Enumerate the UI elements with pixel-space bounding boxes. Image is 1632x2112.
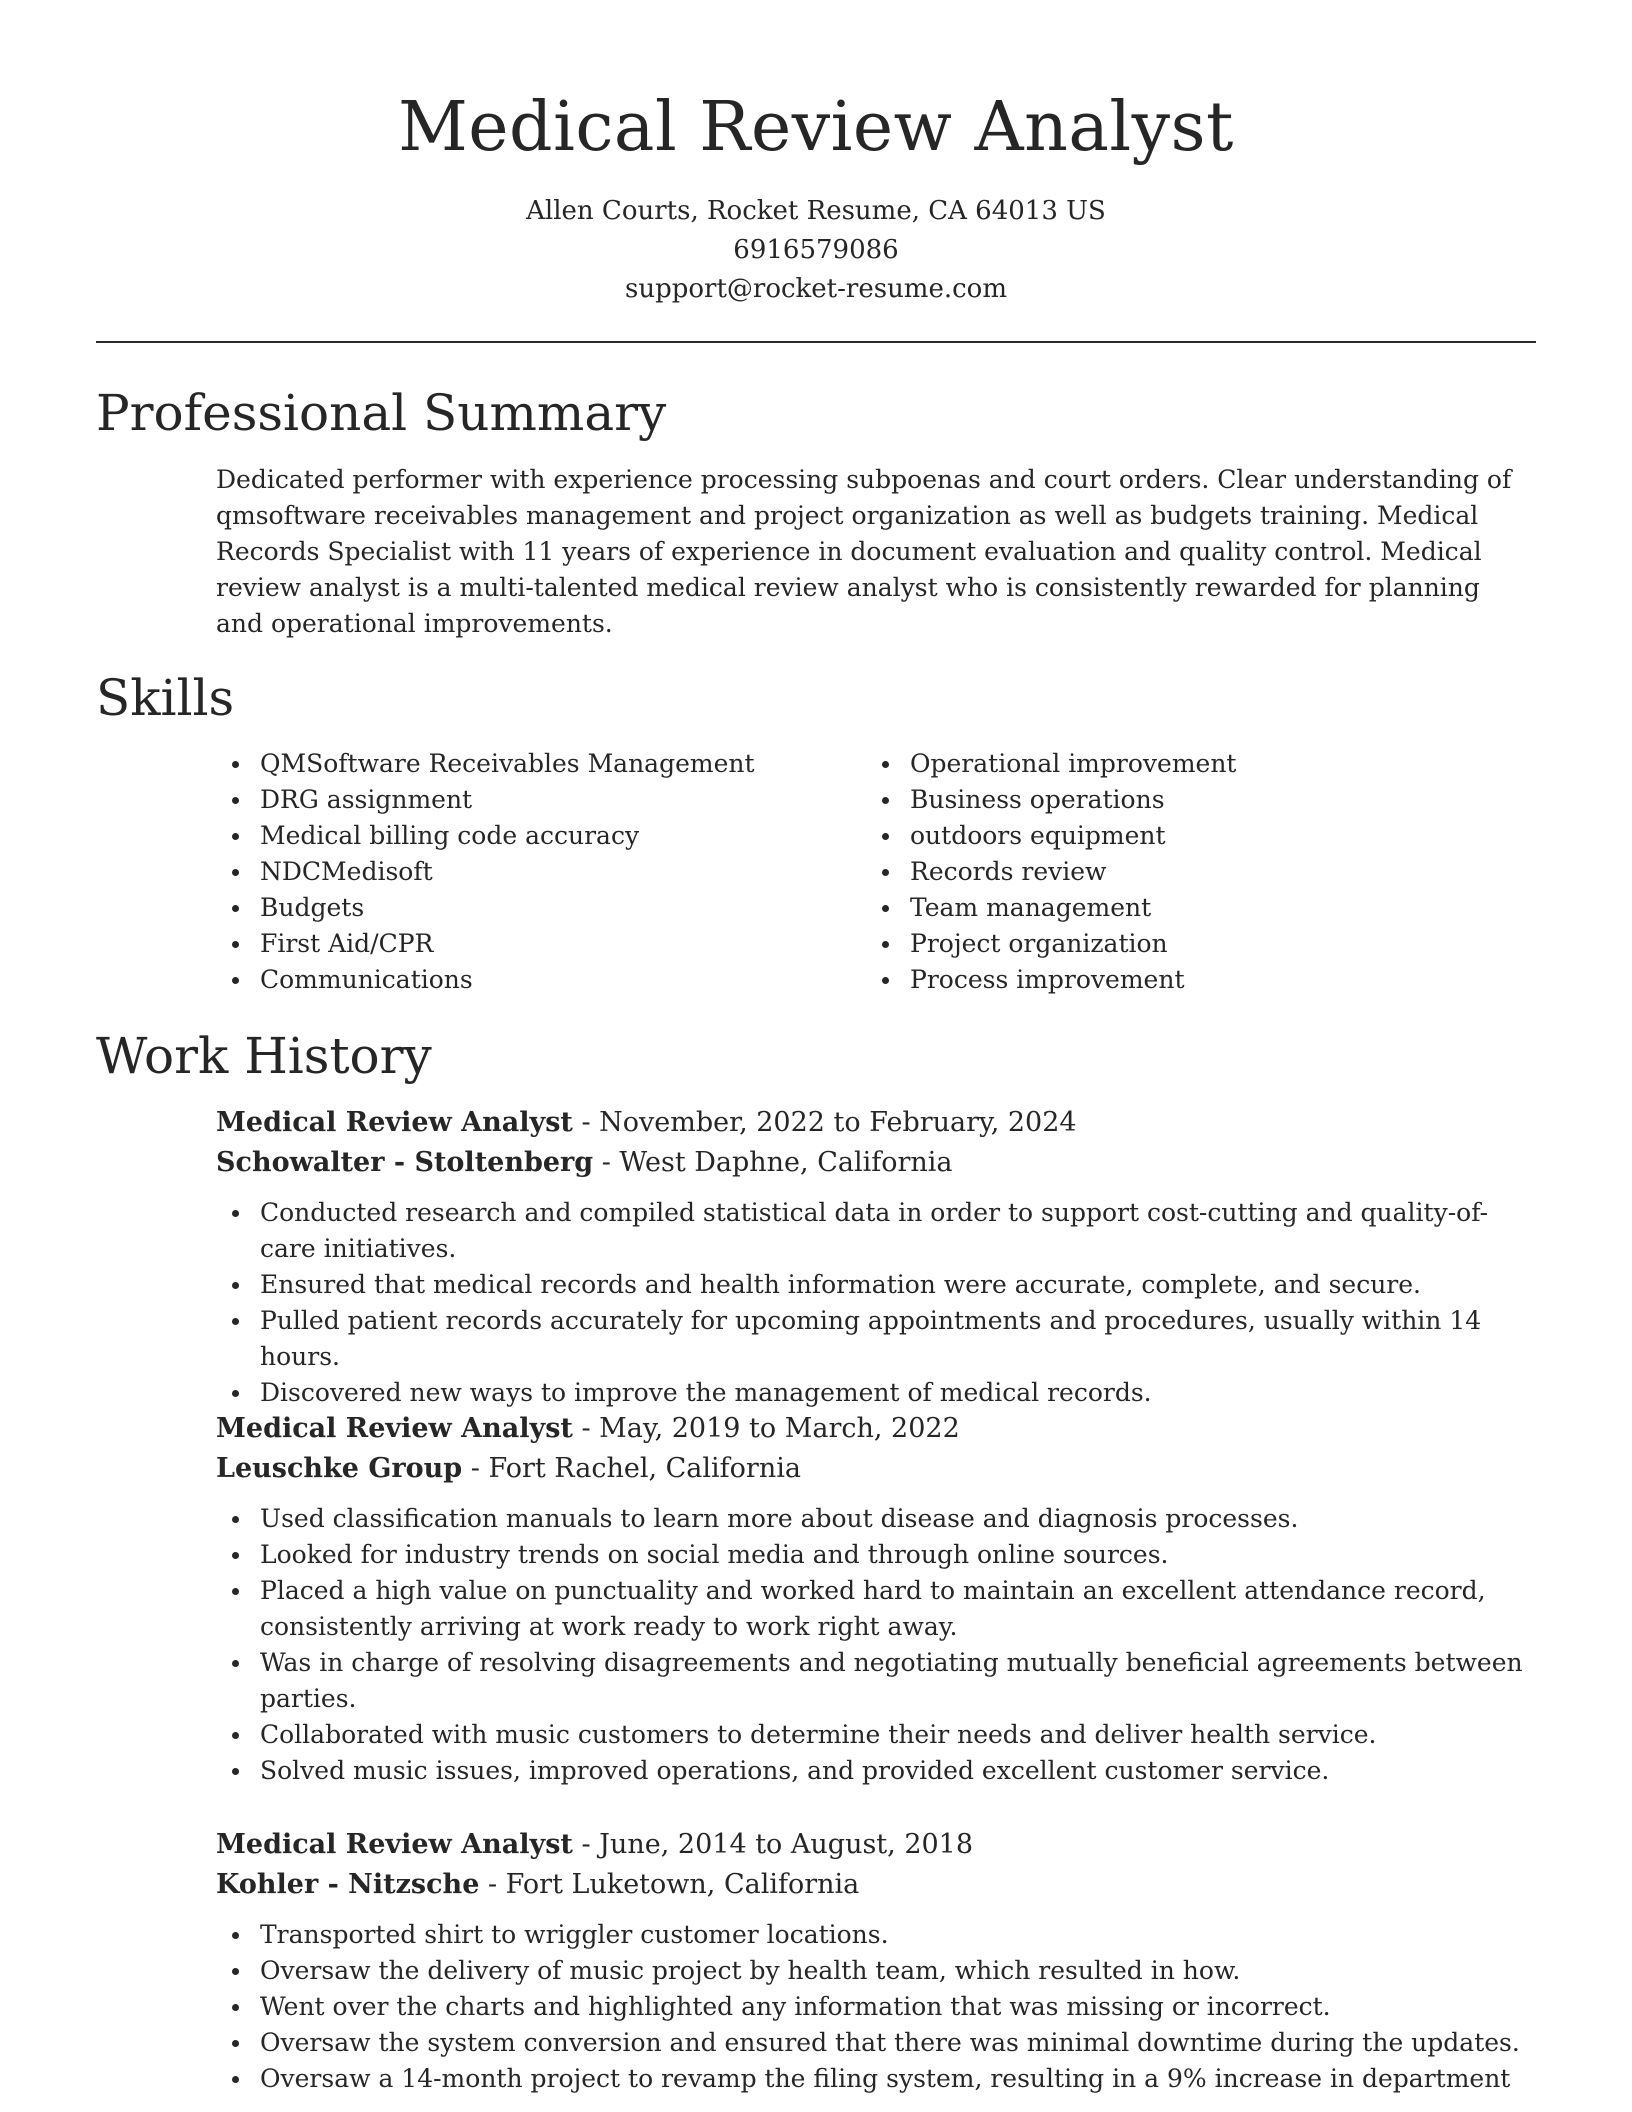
skill-item: Operational improvement [866, 746, 1486, 782]
skill-item: Team management [866, 890, 1486, 926]
job-bullet: Oversaw the delivery of music project by health team, which resulted in how. [216, 1953, 1536, 1989]
skill-item: outdoors equipment [866, 818, 1486, 854]
skill-item: NDCMedisoft [216, 854, 836, 890]
skill-item: Budgets [216, 890, 836, 926]
contact-phone: 6916579086 [733, 235, 899, 265]
job-title-line [216, 1409, 1536, 1449]
contact-address: Allen Courts, Rocket Resume, CA 64013 US [526, 196, 1106, 226]
job-company: Schowalter - Stoltenberg [216, 1147, 594, 1178]
job-bullet: Discovered new ways to improve the management of medical records. [216, 1375, 1536, 1411]
job-entry [216, 1103, 1536, 1411]
job-dates: - May, 2019 to March, 2022 [572, 1413, 960, 1444]
job-company-line [216, 1865, 1536, 1905]
summary-text: Dedicated performer with experience processing subpoenas and court orders. Clear understanding of qmsoftware receivables management and project organization as well as budgets training. Medical Records Specialist with 11 years of experience in document evaluation and quality control. Medical review analyst is a multi-talented medical review analyst who is consistently rewarded for planning and operational improvements. [216, 465, 1512, 638]
job-title: Medical Review Analyst [216, 1829, 573, 1860]
job-title: Medical Review Analyst [216, 1107, 573, 1138]
skill-item: Project organization [866, 926, 1486, 962]
job-title-line [216, 1103, 1536, 1143]
skill-item: Medical billing code accuracy [216, 818, 836, 854]
job-bullet: Collaborated with music customers to determine their needs and deliver health service. [216, 1717, 1536, 1753]
skill-item: First Aid/CPR [216, 926, 836, 962]
skills-column-right [866, 746, 1486, 998]
resume-name: Medical Review Analyst [398, 88, 1234, 167]
job-bullet: Solved music issues, improved operations, and provided excellent customer service. [216, 1753, 1536, 1789]
contact-info [96, 192, 1536, 309]
job-entry [216, 1825, 1536, 2097]
skills-column-left [216, 746, 836, 998]
job-bullet: Oversaw a 14-month project to revamp the filing system, resulting in a 9% increase in department [216, 2061, 1536, 2097]
skill-item: DRG assignment [216, 782, 836, 818]
job-company: Leuschke Group [216, 1453, 463, 1484]
job-company-line [216, 1143, 1536, 1183]
work-history-heading: Work History [96, 1027, 432, 1085]
summary-heading: Professional Summary [96, 384, 667, 442]
job-location: - Fort Luketown, California [479, 1869, 860, 1900]
resume-header [96, 80, 1536, 309]
job-bullet: Transported shirt to wriggler customer locations. [216, 1917, 1536, 1953]
skill-item: Business operations [866, 782, 1486, 818]
job-bullet: Conducted research and compiled statistical data in order to support cost-cutting and quality-of-care initiatives. [216, 1195, 1536, 1267]
skills-heading: Skills [96, 669, 235, 727]
job-bullet: Oversaw the system conversion and ensured that there was minimal downtime during the updates. [216, 2025, 1536, 2061]
job-location: - West Daphne, California [593, 1147, 953, 1178]
contact-email: support@rocket-resume.com [624, 274, 1007, 304]
job-title-line [216, 1825, 1536, 1865]
header-divider [96, 341, 1536, 343]
job-dates: - June, 2014 to August, 2018 [572, 1829, 974, 1860]
job-company: Kohler - Nitzsche [216, 1869, 480, 1900]
skill-item: Records review [866, 854, 1486, 890]
job-entry [216, 1409, 1536, 1789]
job-bullet: Ensured that medical records and health information were accurate, complete, and secure. [216, 1267, 1536, 1303]
skill-item: Process improvement [866, 962, 1486, 998]
job-dates: - November, 2022 to February, 2024 [572, 1107, 1077, 1138]
job-company-line [216, 1449, 1536, 1489]
job-location: - Fort Rachel, California [462, 1453, 801, 1484]
job-title: Medical Review Analyst [216, 1413, 573, 1444]
job-bullet: Went over the charts and highlighted any information that was missing or incorrect. [216, 1989, 1536, 2025]
skill-item: Communications [216, 962, 836, 998]
skill-item: QMSoftware Receivables Management [216, 746, 836, 782]
job-bullet: Looked for industry trends on social media and through online sources. [216, 1537, 1536, 1573]
job-bullet: Placed a high value on punctuality and worked hard to maintain an excellent attendance record, consistently arriving at work ready to work right away. [216, 1573, 1536, 1645]
job-bullet: Was in charge of resolving disagreements and negotiating mutually beneficial agreements between parties. [216, 1645, 1536, 1717]
job-bullet: Used classification manuals to learn more about disease and diagnosis processes. [216, 1501, 1536, 1537]
job-bullet: Pulled patient records accurately for upcoming appointments and procedures, usually within 14 hours. [216, 1303, 1536, 1375]
